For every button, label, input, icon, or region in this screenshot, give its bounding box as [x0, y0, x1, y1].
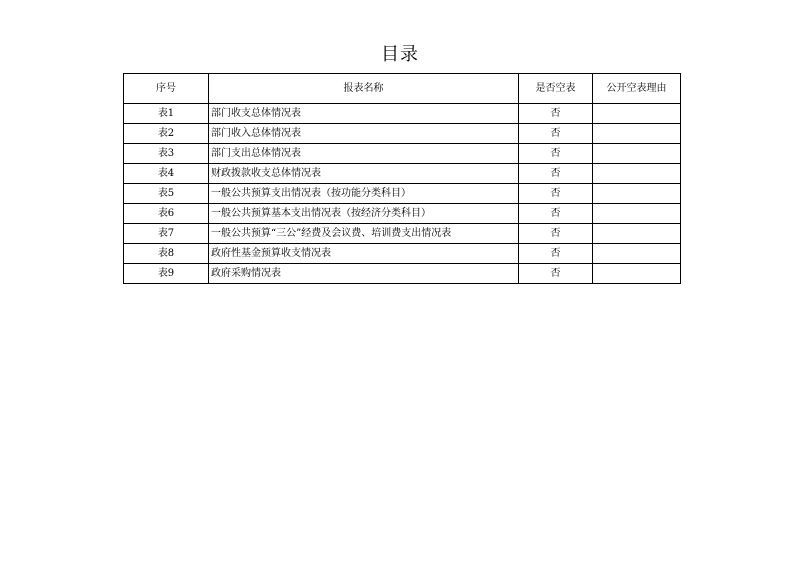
table-row: [124, 244, 681, 264]
row-seq: 表1: [124, 104, 209, 124]
page-title: 目录: [381, 44, 419, 65]
table-row: [124, 264, 681, 284]
table-row: [124, 164, 681, 184]
header-seq: 序号: [124, 74, 209, 104]
row-reason: [593, 124, 681, 144]
row-name: 政府性基金预算收支情况表: [209, 244, 519, 264]
row-reason: [593, 244, 681, 264]
row-seq: 表8: [124, 244, 209, 264]
row-reason: [593, 144, 681, 164]
row-name: 部门支出总体情况表: [209, 144, 519, 164]
row-is-empty: 否: [519, 224, 593, 244]
row-seq: 表9: [124, 264, 209, 284]
row-is-empty: 否: [519, 184, 593, 204]
row-reason: [593, 264, 681, 284]
row-reason: [593, 164, 681, 184]
row-seq: 表4: [124, 164, 209, 184]
row-seq: 表2: [124, 124, 209, 144]
header-reason: 公开空表理由: [593, 74, 681, 104]
row-is-empty: 否: [519, 104, 593, 124]
row-is-empty: 否: [519, 164, 593, 184]
row-reason: [593, 184, 681, 204]
table-row: [124, 224, 681, 244]
row-is-empty: 否: [519, 264, 593, 284]
row-name: 政府采购情况表: [209, 264, 519, 284]
row-name: 一般公共预算“三公”经费及会议费、培训费支出情况表: [209, 224, 519, 244]
row-name: 部门收入总体情况表: [209, 124, 519, 144]
row-is-empty: 否: [519, 124, 593, 144]
row-seq: 表5: [124, 184, 209, 204]
row-seq: 表7: [124, 224, 209, 244]
table-row: [124, 204, 681, 224]
table-row: [124, 104, 681, 124]
row-reason: [593, 104, 681, 124]
table-row: [124, 124, 681, 144]
table-row: [124, 144, 681, 164]
table-row: [124, 184, 681, 204]
row-name: 一般公共预算基本支出情况表（按经济分类科目）: [209, 204, 519, 224]
row-reason: [593, 224, 681, 244]
row-reason: [593, 204, 681, 224]
row-name: 部门收支总体情况表: [209, 104, 519, 124]
row-is-empty: 否: [519, 144, 593, 164]
row-is-empty: 否: [519, 244, 593, 264]
header-is-empty: 是否空表: [519, 74, 593, 104]
row-name: 一般公共预算支出情况表（按功能分类科目）: [209, 184, 519, 204]
row-seq: 表6: [124, 204, 209, 224]
catalog-table: [123, 73, 681, 284]
row-seq: 表3: [124, 144, 209, 164]
header-name: 报表名称: [209, 74, 519, 104]
table-header-row: [124, 74, 681, 104]
row-is-empty: 否: [519, 204, 593, 224]
row-name: 财政拨款收支总体情况表: [209, 164, 519, 184]
